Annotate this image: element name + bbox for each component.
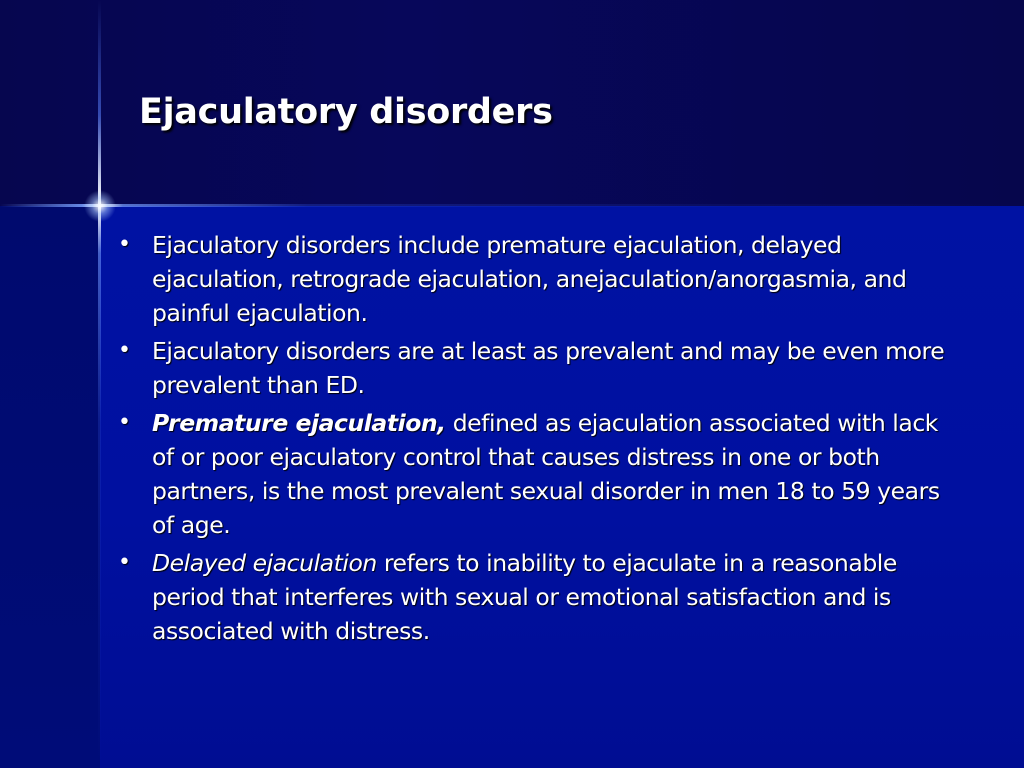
bullet-term: Delayed ejaculation — [152, 549, 377, 577]
bullet-dot: • — [118, 232, 131, 257]
light-flare-glow — [84, 190, 116, 222]
bullet-item — [118, 406, 948, 542]
bullet-dot: • — [118, 338, 131, 363]
bullet-text: refers to inability to ejaculate in a reasonable period that interferes with sexual or emotional satisfaction and is associated with distress. — [152, 549, 897, 645]
left-band — [0, 206, 100, 768]
bullet-item — [118, 228, 948, 330]
bullet-text: Ejaculatory disorders include premature ejaculation, delayed ejaculation, retrograde ejaculation, anejaculation/anorgasmia, and painful ejaculation. — [152, 231, 907, 327]
slide-title: Ejaculatory disorders — [139, 92, 553, 132]
light-flare-vertical — [98, 0, 101, 768]
bullet-item — [118, 546, 948, 648]
bullet-text: defined as ejaculation associated with lack of or poor ejaculatory control that causes distress in one or both partners, is the most prevalent sexual disorder in men 18 to 59 years of age. — [152, 409, 940, 539]
bullet-dot: • — [118, 410, 131, 435]
bullet-item — [118, 334, 948, 402]
bullet-term: Premature ejaculation, — [152, 409, 446, 437]
light-flare-horizontal — [0, 204, 1024, 207]
bullet-dot: • — [118, 550, 131, 575]
bullet-list — [118, 228, 948, 652]
bullet-text: Ejaculatory disorders are at least as prevalent and may be even more prevalent than ED. — [152, 337, 945, 399]
